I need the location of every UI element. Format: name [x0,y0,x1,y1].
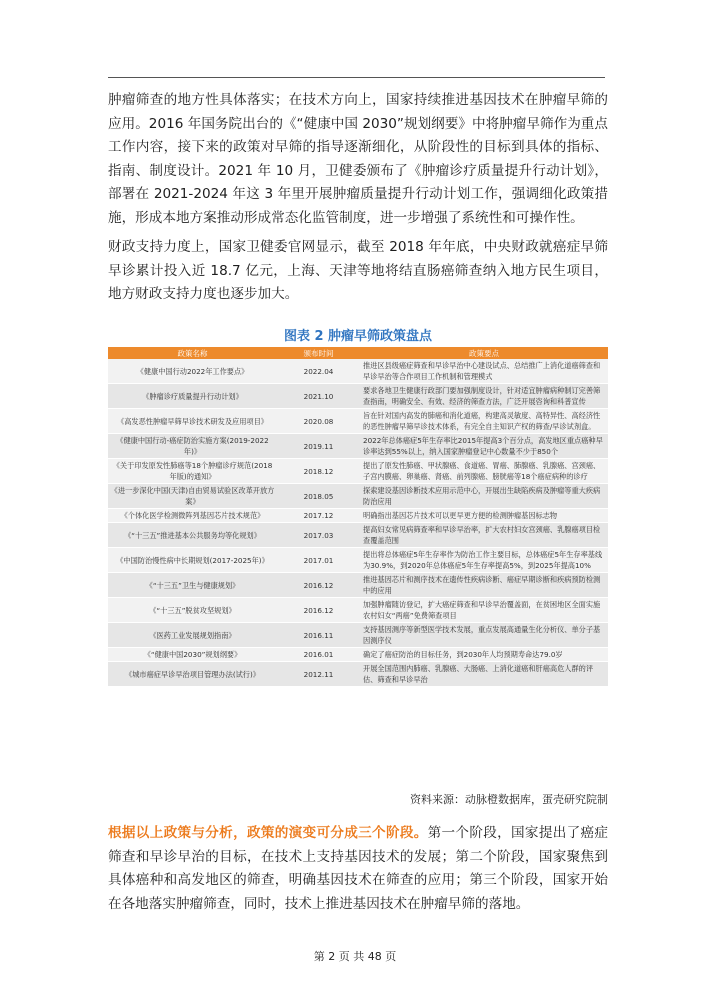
table-row [108,623,608,648]
policy-points-cell: 提出了原发性肺癌、甲状腺癌、食道癌、胃癌、肺腺癌、乳腺癌、宫颈癌、子宫内膜癌、卵巢癌、肾癌、前列腺癌、膀胱癌等18个癌症病种的诊疗 [360,459,608,484]
policy-points-cell: 提出将总体癌症5年生存率作为防治工作主要目标，总体癌症5年生存率基线为30.9%，到2020年总体癌症5年生存率提高5%，到2025年提高10% [360,548,608,573]
table-row [108,523,608,548]
policy-name-cell: 《医药工业发展规划指南》 [108,623,277,648]
policy-name-cell: 《健康中国行动-癌症防治实施方案(2019-2022年)》 [108,434,277,459]
policy-name-cell: 《肿瘤诊疗质量提升行动计划》 [108,384,277,409]
policy-points-cell: 支持基因测序等新型医学技术发展，重点发展高通量生化分析仪、单分子基因测序仪 [360,623,608,648]
issue-date-cell: 2016.11 [277,623,360,648]
table-body [108,359,608,687]
policy-name-cell: 《中国防治慢性病中长期规划(2017-2025年)》 [108,548,277,573]
issue-date-cell: 2016.12 [277,573,360,598]
source-note: 资料来源：动脉橙数据库，蛋壳研究院制 [410,793,608,806]
issue-date-cell: 2022.04 [277,359,360,384]
policy-name-cell: 《高发恶性肿瘤早筛早诊技术研发及应用项目》 [108,409,277,434]
table-row [108,459,608,484]
paragraph-policy-direction: 肿瘤筛查的地方性具体落实；在技术方向上，国家持续推进基因技术在肿瘤早筛的应用。2016 年国务院出台的《“健康中国 2030”规划纲要》中将肿瘤早筛作为重点工作内容，接下来的政策对早筛的指导逐渐细化，从阶段性的目标到具体的指标、指南、制度设计。2021 年 10 月，卫健委颁布了《肿瘤诊疗质量提升行动计划》，部署在 2021-2024 年这 3 年里开展肿瘤质量提升行动计划工作，强调细化政策措施，形成本地方案推动形成常态化监管制度，进一步增强了系统性和可操作性。 [108,92,608,226]
policy-name-cell: 《进一步深化中国(天津)自由贸易试验区改革开放方案》 [108,484,277,509]
policy-name-cell: 《“十三五”脱贫攻坚规划》 [108,598,277,623]
policy-name-cell: 《“健康中国2030”规划纲要》 [108,648,277,662]
issue-date-cell: 2012.11 [277,662,360,687]
header-policy-points: 政策要点 [360,347,608,359]
header-policy-name: 政策名称 [108,347,277,359]
paragraph-fiscal-support: 财政支持力度上，国家卫健委官网显示，截至 2018 年年底，中央财政就癌症早筛早诊累计投入近 18.7 亿元，上海、天津等地将结直肠癌筛查纳入地方民生项目，地方财政支持力度也逐步加大。 [108,239,608,302]
table-row [108,648,608,662]
policy-points-cell: 2022年总体癌症5年生存率比2015年提高3个百分点，高发地区重点癌种早诊率达到55%以上，纳入国家肿瘤登记中心数量不少于850个 [360,434,608,459]
issue-date-cell: 2021.10 [277,384,360,409]
issue-date-cell: 2017.03 [277,523,360,548]
table-row [108,548,608,573]
issue-date-cell: 2018.12 [277,459,360,484]
policy-points-cell: 加强肿瘤随访登记，扩大癌症筛查和早诊早治覆盖面，在贫困地区全面实施农村妇女“两癌”免费筛查项目 [360,598,608,623]
policy-name-cell: 《“十三五”推进基本公共服务均等化规划》 [108,523,277,548]
table-row [108,484,608,509]
issue-date-cell: 2016.01 [277,648,360,662]
issue-date-cell: 2019.11 [277,434,360,459]
policy-points-cell: 明确指出基因芯片技术可以更早更方便的检测肿瘤基因标志物 [360,509,608,523]
policy-points-cell: 提高妇女常见病筛查率和早诊早治率，扩大农村妇女宫颈癌、乳腺癌项目检查覆盖范围 [360,523,608,548]
table-row [108,434,608,459]
table-row [108,598,608,623]
policy-points-cell: 开展全国范围内肺癌、乳腺癌、大肠癌、上消化道癌和肝癌高危人群的评估、筛查和早诊早治 [360,662,608,687]
table-caption: 图表 2 肿瘤早筛政策盘点 [283,329,433,344]
table-row [108,662,608,687]
paragraph-three-stages [108,822,608,916]
highlight-sentence: 根据以上政策与分析，政策的演变可分成三个阶段。 [108,825,428,841]
policy-points-cell: 推进基因芯片和测序技术在遗传性疾病诊断、癌症早期诊断和疾病预防检测中的应用 [360,573,608,598]
policy-points-cell: 旨在针对国内高发的肺癌和消化道癌，构建高灵敏度、高特异性、高经济性的恶性肿瘤早筛早诊技术体系，有完全自主知识产权的筛查/早诊试剂盒。 [360,409,608,434]
issue-date-cell: 2020.08 [277,409,360,434]
table-row [108,573,608,598]
table-row [108,384,608,409]
policy-name-cell: 《个体化医学检测微阵列基因芯片技术规范》 [108,509,277,523]
page-number: 第 2 页 共 48 页 [313,950,397,963]
issue-date-cell: 2017.12 [277,509,360,523]
policy-name-cell: 《关于印发原发性肺癌等18个肿瘤诊疗规范(2018年版)的通知》 [108,459,277,484]
issue-date-cell: 2016.12 [277,598,360,623]
table-row [108,509,608,523]
policy-points-cell: 探索建设基因诊断技术应用示范中心，开展出生缺陷疾病及肿瘤等重大疾病防治应用 [360,484,608,509]
policy-table [108,347,608,687]
policy-points-cell: 确定了癌症防治的目标任务，到2030年人均预期寿命达79.0岁 [360,648,608,662]
policy-name-cell: 《健康中国行动2022年工作要点》 [108,359,277,384]
header-issue-date: 颁布时间 [277,347,360,359]
issue-date-cell: 2018.05 [277,484,360,509]
policy-points-cell: 推进区县级癌症筛查和早诊早治中心建设试点、总结推广上消化道癌筛查和早诊早治等合作项目工作机制和管理模式 [360,359,608,384]
policy-name-cell: 《“十三五”卫生与健康规划》 [108,573,277,598]
table-row [108,409,608,434]
stage-description: 第一个阶段，国家提出了癌症筛查和早诊早治的目标，在技术上支持基因技术的发展；第二个阶段，国家聚焦到具体癌种和高发地区的筛查，明确基因技术在筛查的应用；第三个阶段，国家开始在各地落实肿瘤筛查，同时，技术上推进基因技术在肿瘤早筛的落地。 [108,825,609,912]
table-header-row [108,347,608,359]
policy-points-cell: 要求各地卫生健康行政部门要加强制度设计，针对适宜肿瘤病种制订完善筛查指南，明确安全、有效、经济的筛查方法，广泛开展咨询和科普宣传 [360,384,608,409]
table-row [108,359,608,384]
issue-date-cell: 2017.01 [277,548,360,573]
header-rule [108,77,605,78]
policy-name-cell: 《城市癌症早诊早治项目管理办法(试行)》 [108,662,277,687]
